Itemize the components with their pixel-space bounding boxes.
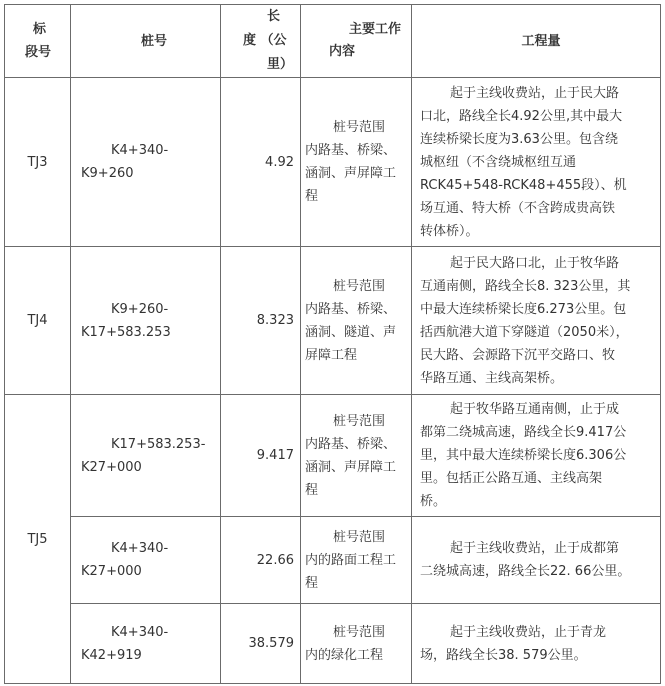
table-row [5,247,661,395]
header-row [5,5,661,78]
length-cell: 8.323 [221,247,301,395]
stake-cell: K4+340- K42+919 [71,604,221,684]
engineering-cell: 起于主线收费站，止于成都第 二绕城高速，路线全长22. 66公里。 [412,517,661,604]
stake-cell: K4+340- K27+000 [71,517,221,604]
section-cell: TJ4 [5,247,71,395]
header-work: 主要工作 内容 [301,5,412,78]
work-cell: 桩号范围 内路基、桥梁、 涵洞、隧道、声 屏障工程 [301,247,412,395]
length-cell: 38.579 [221,604,301,684]
work-cell: 桩号范围 内的路面工程工 程 [301,517,412,604]
work-cell: 桩号范围 内路基、桥梁、 涵洞、声屏障工 程 [301,78,412,247]
length-cell: 4.92 [221,78,301,247]
engineering-cell: 起于民大路口北，止于牧华路 互通南侧，路线全长8. 323公里，其 中最大连续桥梁长度6.273公里。包 括西航港大道下穿隧道（2050米）， 民大路、会源路下沉平交路口、牧 华路互通、主线高架桥。 [412,247,661,395]
engineering-cell: 起于主线收费站，止于民大路 口北，路线全长4.92公里,其中最大 连续桥梁长度为3.63公里。包含绕 城枢纽（不含绕城枢纽互通 RCK45+548-RCK48+455段）、机 场互通、特大桥（不含跨成贵高铁 转体桥）。 [412,78,661,247]
engineering-cell: 起于主线收费站，止于青龙 场，路线全长38. 579公里。 [412,604,661,684]
table-row [5,604,661,684]
table-row [5,395,661,517]
header-stake: 桩号 [71,5,221,78]
project-table [4,4,661,684]
length-cell: 9.417 [221,395,301,517]
stake-cell: K17+583.253- K27+000 [71,395,221,517]
table-row [5,517,661,604]
header-engineering: 工程量 [412,5,661,78]
work-cell: 桩号范围 内的绿化工程 [301,604,412,684]
table-row [5,78,661,247]
stake-cell: K4+340- K9+260 [71,78,221,247]
header-length: 长 度 （公 里） [221,5,301,78]
stake-cell: K9+260- K17+583.253 [71,247,221,395]
section-cell: TJ3 [5,78,71,247]
work-cell: 桩号范围 内路基、桥梁、 涵洞、声屏障工 程 [301,395,412,517]
header-section: 标 段号 [5,5,71,78]
section-cell: TJ5 [5,395,71,684]
engineering-cell: 起于牧华路互通南侧，止于成 都第二绕城高速，路线全长9.417公 里，其中最大连续桥梁长度6.306公 里。包括正公路互通、主线高架 桥。 [412,395,661,517]
length-cell: 22.66 [221,517,301,604]
